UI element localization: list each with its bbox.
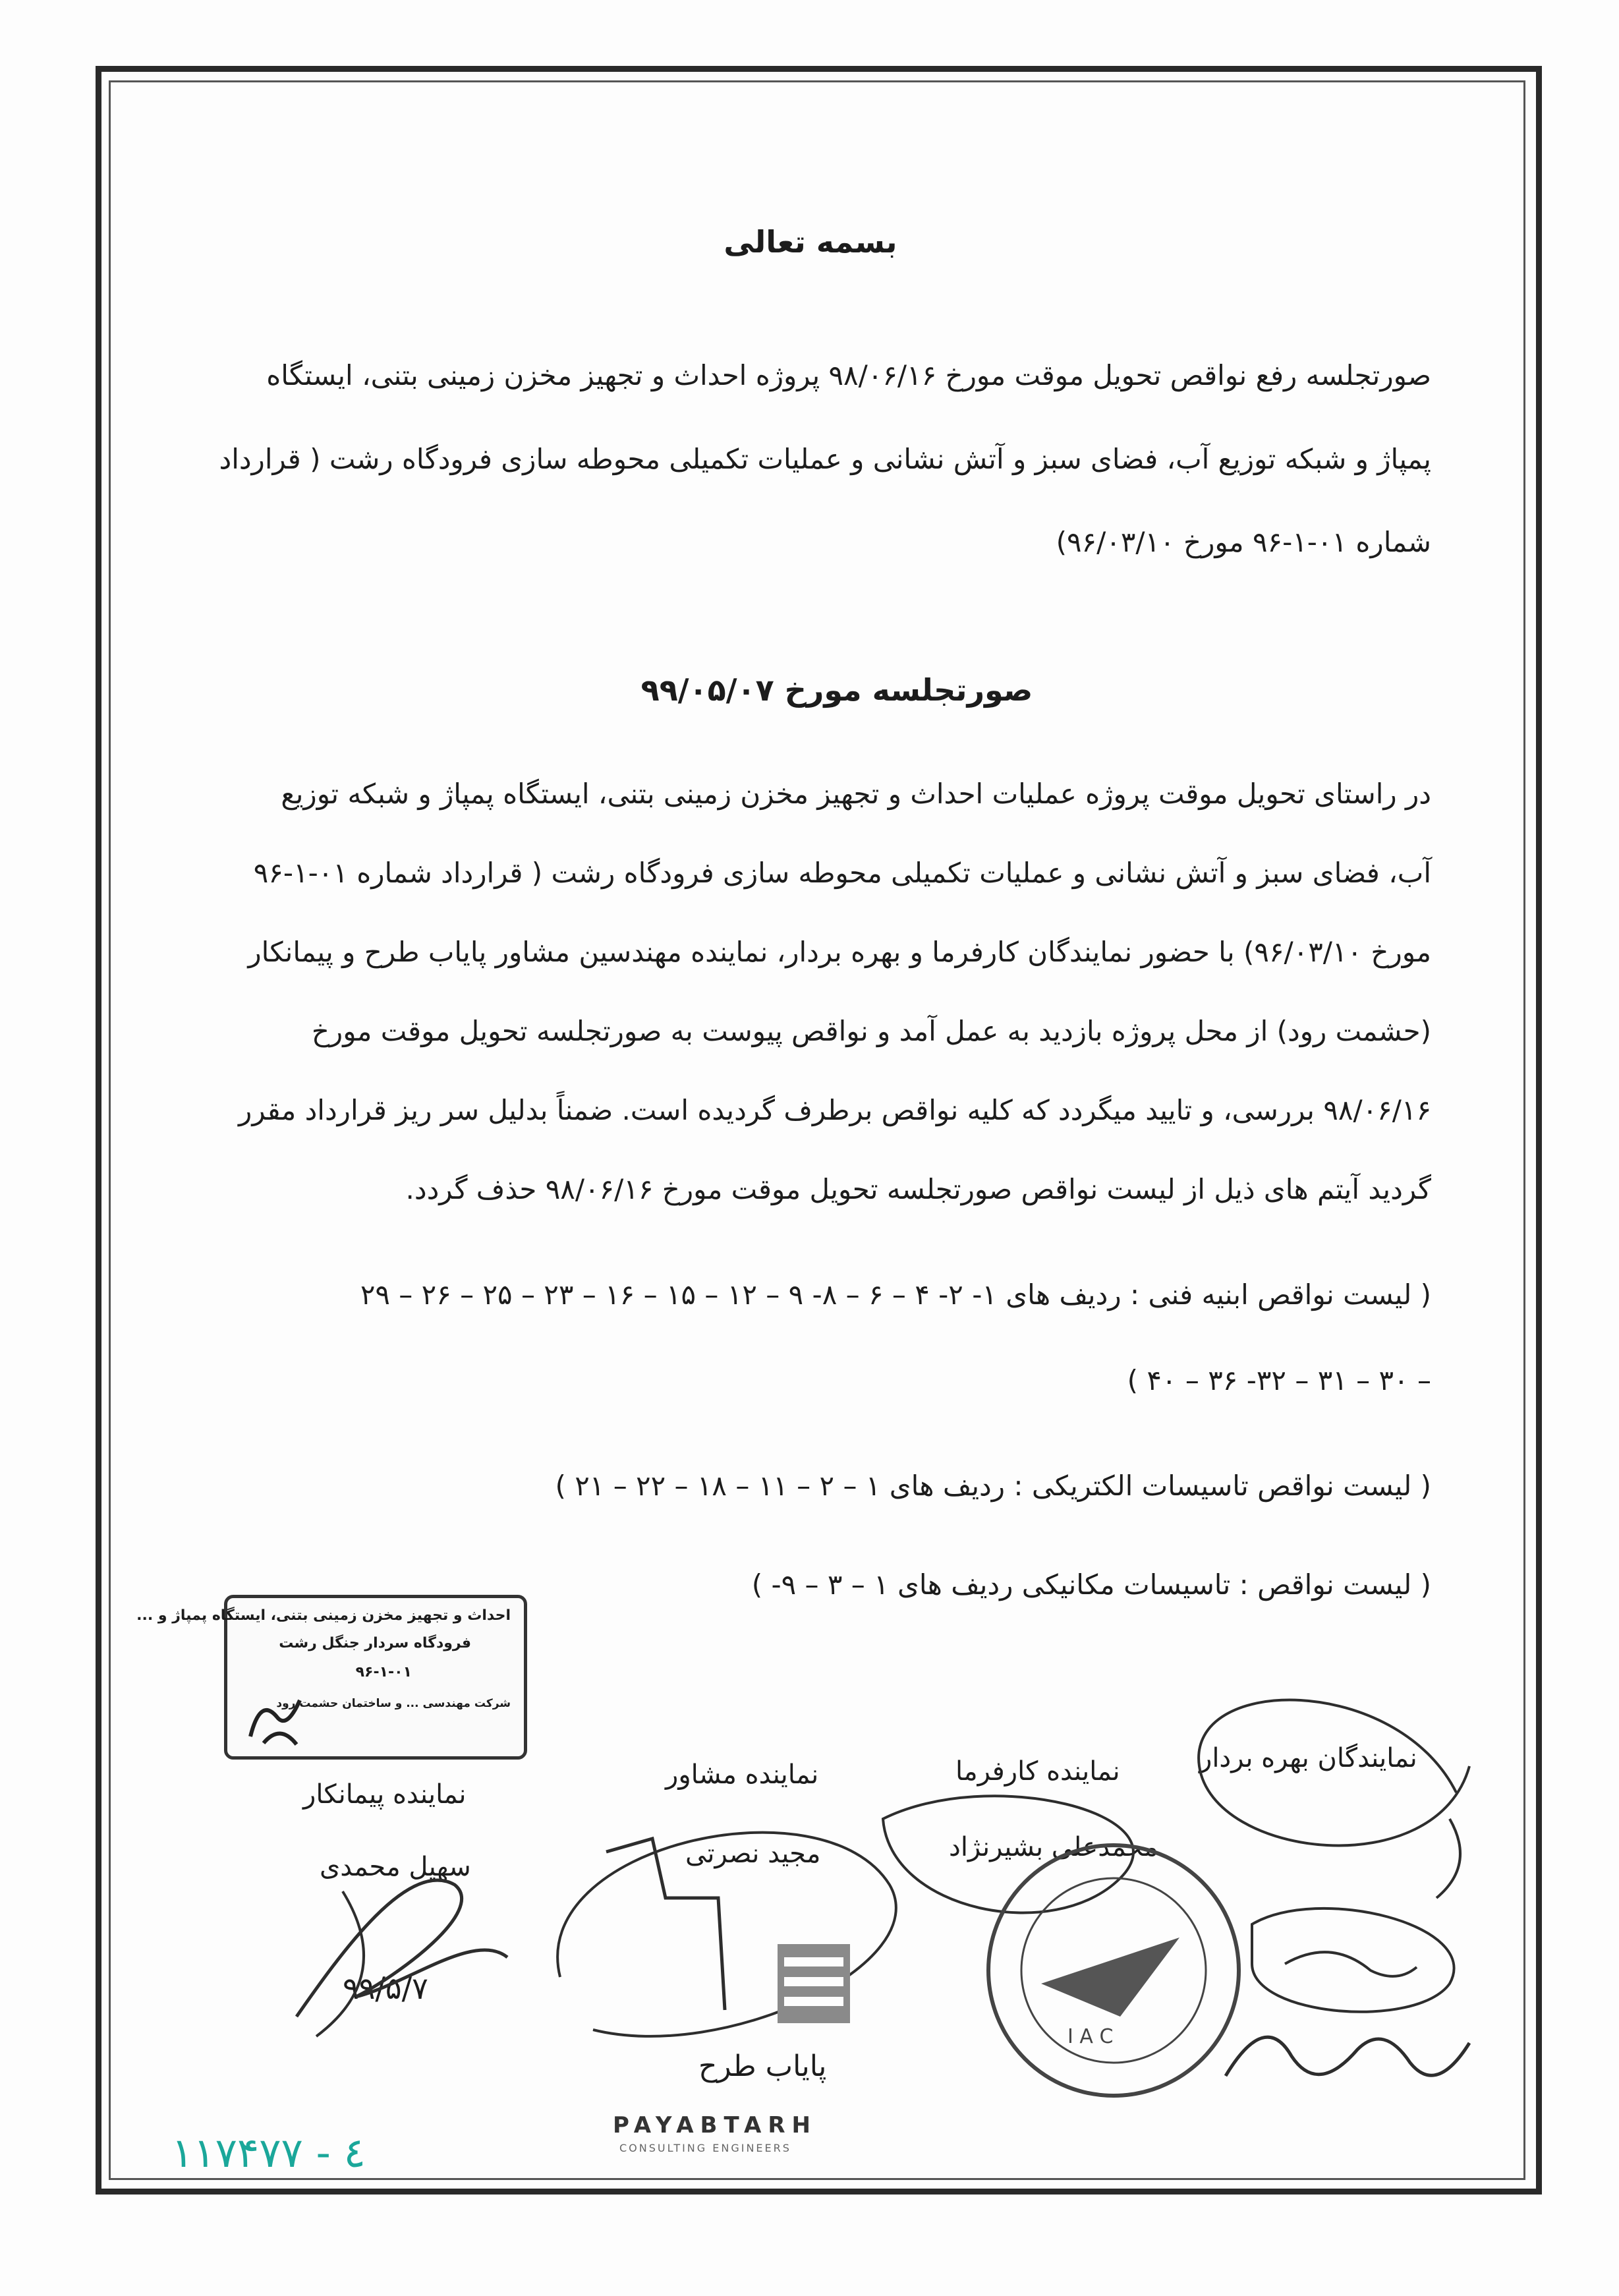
- consultant-logo-sub: CONSULTING ENGINEERS: [619, 2142, 791, 2154]
- list-mechanical: ( لیست نواقص : تاسیسات مکانیکی ردیف های ۱ – ۳ – ۹- ): [751, 1568, 1431, 1601]
- client-rep-name: محمدعلی بشیرنژاد: [949, 1832, 1158, 1862]
- stamp-line: احداث و تجهیز مخزن زمینی بتنی، ایستگاه پمپاژ و ...: [136, 1607, 511, 1624]
- subject-line: پمپاژ و شبکه توزیع آب، فضای سبز و آتش نشانی و عملیات تکمیلی محوطه سازی فرودگاه رشت ( قرارداد: [219, 443, 1431, 475]
- reference-number: ۱۱۷۴۷۷ - ٤: [171, 2129, 366, 2177]
- consultant-logo-latin: PAYABTARH: [613, 2112, 817, 2138]
- body-line: (حشمت رود) از محل پروژه بازدید به عمل آمد و نواقص پیوست به صورتجلسه تحویل موقت مورخ: [311, 1015, 1431, 1047]
- list-civil-line: ( لیست نواقص ابنیه فنی : ردیف های ۱- ۲- ۴ – ۶ – ۸- ۹ – ۱۲ – ۱۵ – ۱۶ – ۲۳ – ۲۵ – ۲۶ – ۲۹: [360, 1278, 1431, 1311]
- body-line: ۹۸/۰۶/۱۶ بررسی، و تایید میگردد که کلیه نواقص برطرف گردیده است. ضمناً بدلیل سر ریز قرارداد مقرر: [239, 1094, 1431, 1126]
- consultant-logo-persian: پایاب طرح: [698, 2050, 827, 2083]
- minutes-title: صورتجلسه مورخ ۹۹/۰۵/۰۷: [640, 672, 1033, 708]
- subject-line: صورتجلسه رفع نواقص تحویل موقت مورخ ۹۸/۰۶/۱۶ پروژه احداث و تجهیز مخزن زمینی بتنی، ایستگاه: [266, 359, 1431, 391]
- stamp-line: فرودگاه سردار جنگل رشت: [279, 1635, 471, 1651]
- operator-signature-3: [1226, 2037, 1469, 2076]
- body-line: گردید آیتم های ذیل از لیست نواقص صورتجلسه تحویل موقت مورخ ۹۸/۰۶/۱۶ حذف گردد.: [405, 1173, 1431, 1205]
- consultant-rep-name: مجید نصرتی: [685, 1839, 821, 1869]
- operator-rep-label: نمایندگان بهره بردار: [1199, 1743, 1417, 1773]
- operator-signature: [1199, 1700, 1469, 1846]
- contractor-signature: [297, 1880, 507, 2017]
- contractor-rep-name: سهیل محمدی: [320, 1852, 471, 1882]
- body-line: آب، فضای سبز و آتش نشانی و عملیات تکمیلی محوطه سازی فرودگاه رشت ( قرارداد شماره ۰۱-۱-۹۶: [253, 857, 1431, 889]
- list-civil-line: – ۳۰ – ۳۱ – ۳۲- ۳۶ – ۴۰ ): [1127, 1364, 1431, 1396]
- subject-line: شماره ۰۱-۱-۹۶ مورخ ۹۶/۰۳/۱۰): [1056, 526, 1431, 558]
- contractor-sign-date: ۹۹/۵/۷: [343, 1970, 428, 2006]
- stamp-line: شرکت مهندسی ... و ساختمان حشمت رود: [276, 1697, 511, 1710]
- stamp-line: ۹۶-۱-۰۱: [355, 1664, 412, 1680]
- list-electrical: ( لیست نواقص تاسیسات الکتریکی : ردیف های ۱ – ۲ – ۱۱ – ۱۸ – ۲۲ – ۲۱ ): [555, 1470, 1431, 1502]
- body-line: در راستای تحویل موقت پروژه عملیات احداث و تجهیز مخزن زمینی بتنی، ایستگاه پمپاژ و شبکه توزیع: [281, 778, 1431, 810]
- body-line: مورخ ۹۶/۰۳/۱۰) با حضور نمایندگان کارفرما و بهره بردار، نماینده مهندسین مشاور پایاب طرح و پیمانکار: [248, 936, 1431, 968]
- consultant-rep-label: نماینده مشاور: [666, 1760, 819, 1790]
- invocation-heading: بسمه تعالی: [724, 224, 897, 260]
- svg-text:I A C: I A C: [1067, 2025, 1114, 2048]
- client-rep-label: نماینده کارفرما: [955, 1756, 1120, 1787]
- contractor-rep-label: نماینده پیمانکار: [303, 1779, 467, 1810]
- client-signature: [883, 1796, 1133, 1912]
